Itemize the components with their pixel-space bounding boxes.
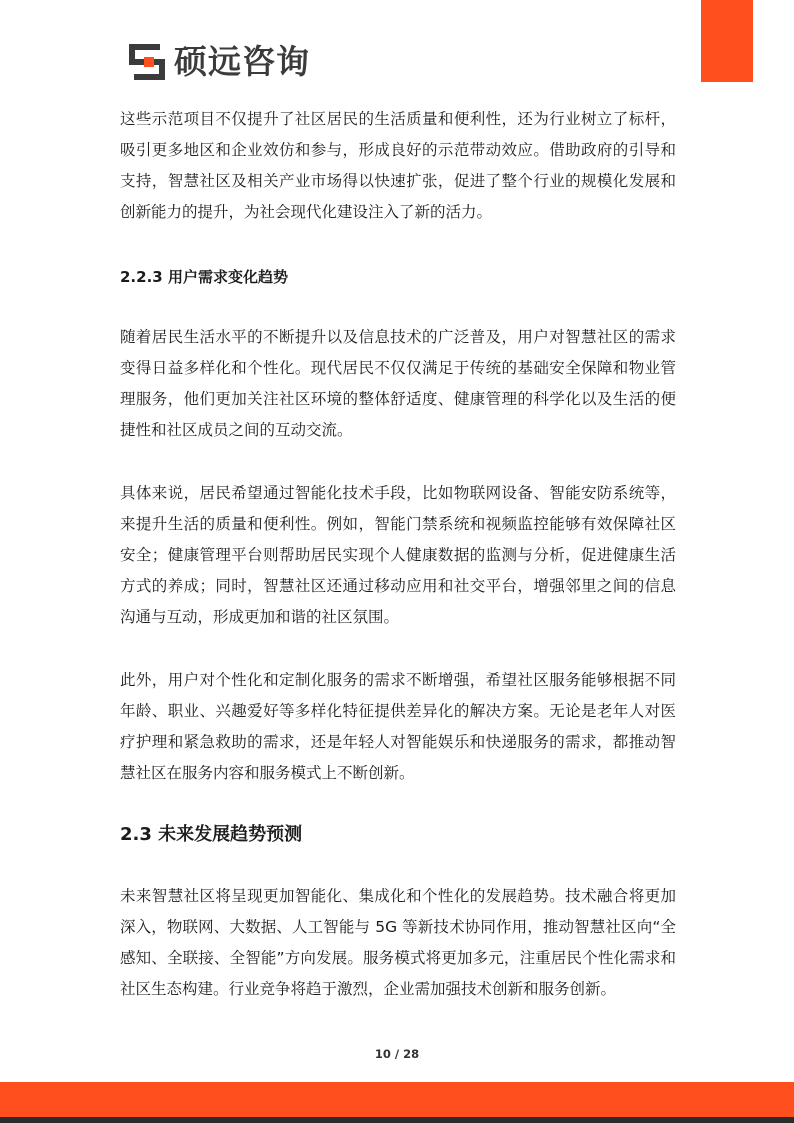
section-heading-2-2-3 xyxy=(120,262,676,292)
section-number: 2.3 xyxy=(120,824,152,845)
brand-name: 硕远咨询 xyxy=(174,42,310,81)
brand-s-mark-icon xyxy=(128,43,166,81)
paragraph: 未来智慧社区将呈现更加智能化、集成化和个性化的发展趋势。技术融合将更加深入，物联网、大数据、人工智能与 5G 等新技术协同作用，推动智慧社区向“全感知、全联接、全智能”方向发展。服务模式将更加多元，注重居民个性化需求和社区生态构建。行业竞争将趋于激烈，企业需加强技术创新和服务创新。 xyxy=(120,887,676,998)
page-number: 10 / 28 xyxy=(374,1047,420,1061)
section-title: 用户需求变化趋势 xyxy=(167,268,288,286)
intro-paragraph: 这些示范项目不仅提升了社区居民的生活质量和便利性，还为行业树立了标杆，吸引更多地区和企业效仿和参与，形成良好的示范带动效应。借助政府的引导和支持，智慧社区及相关产业市场得以快速扩张，促进了整个行业的规模化发展和创新能力的提升，为社会现代化建设注入了新的活力。 xyxy=(120,110,676,221)
paragraph: 此外，用户对个性化和定制化服务的需求不断增强，希望社区服务能够根据不同年龄、职业、兴趣爱好等多样化特征提供差异化的解决方案。无论是老年人对医疗护理和紧急救助的需求，还是年轻人对智能娱乐和快递服务的需求，都推动智慧社区在服务内容和服务模式上不断创新。 xyxy=(120,671,676,782)
section-heading-2-3 xyxy=(120,819,676,851)
footer-accent-bar xyxy=(0,1082,794,1117)
brand-logo xyxy=(128,42,310,82)
document-body xyxy=(120,104,676,1005)
corner-accent-block xyxy=(701,0,753,82)
paragraph: 具体来说，居民希望通过智能化技术手段，比如物联网设备、智能安防系统等，来提升生活的质量和便利性。例如，智能门禁系统和视频监控能够有效保障社区安全；健康管理平台则帮助居民实现个人健康数据的监测与分析，促进健康生活方式的养成；同时，智慧社区还通过移动应用和社交平台，增强邻里之间的信息沟通与互动，形成更加和谐的社区氛围。 xyxy=(120,484,676,626)
footer-dark-line xyxy=(0,1117,794,1123)
section-title: 未来发展趋势预测 xyxy=(158,824,303,845)
paragraph: 随着居民生活水平的不断提升以及信息技术的广泛普及，用户对智慧社区的需求变得日益多样化和个性化。现代居民不仅仅满足于传统的基础安全保障和物业管理服务，他们更加关注社区环境的整体舒适度、健康管理的科学化以及生活的便捷性和社区成员之间的互动交流。 xyxy=(120,328,676,439)
section-number: 2.2.3 xyxy=(120,268,163,286)
